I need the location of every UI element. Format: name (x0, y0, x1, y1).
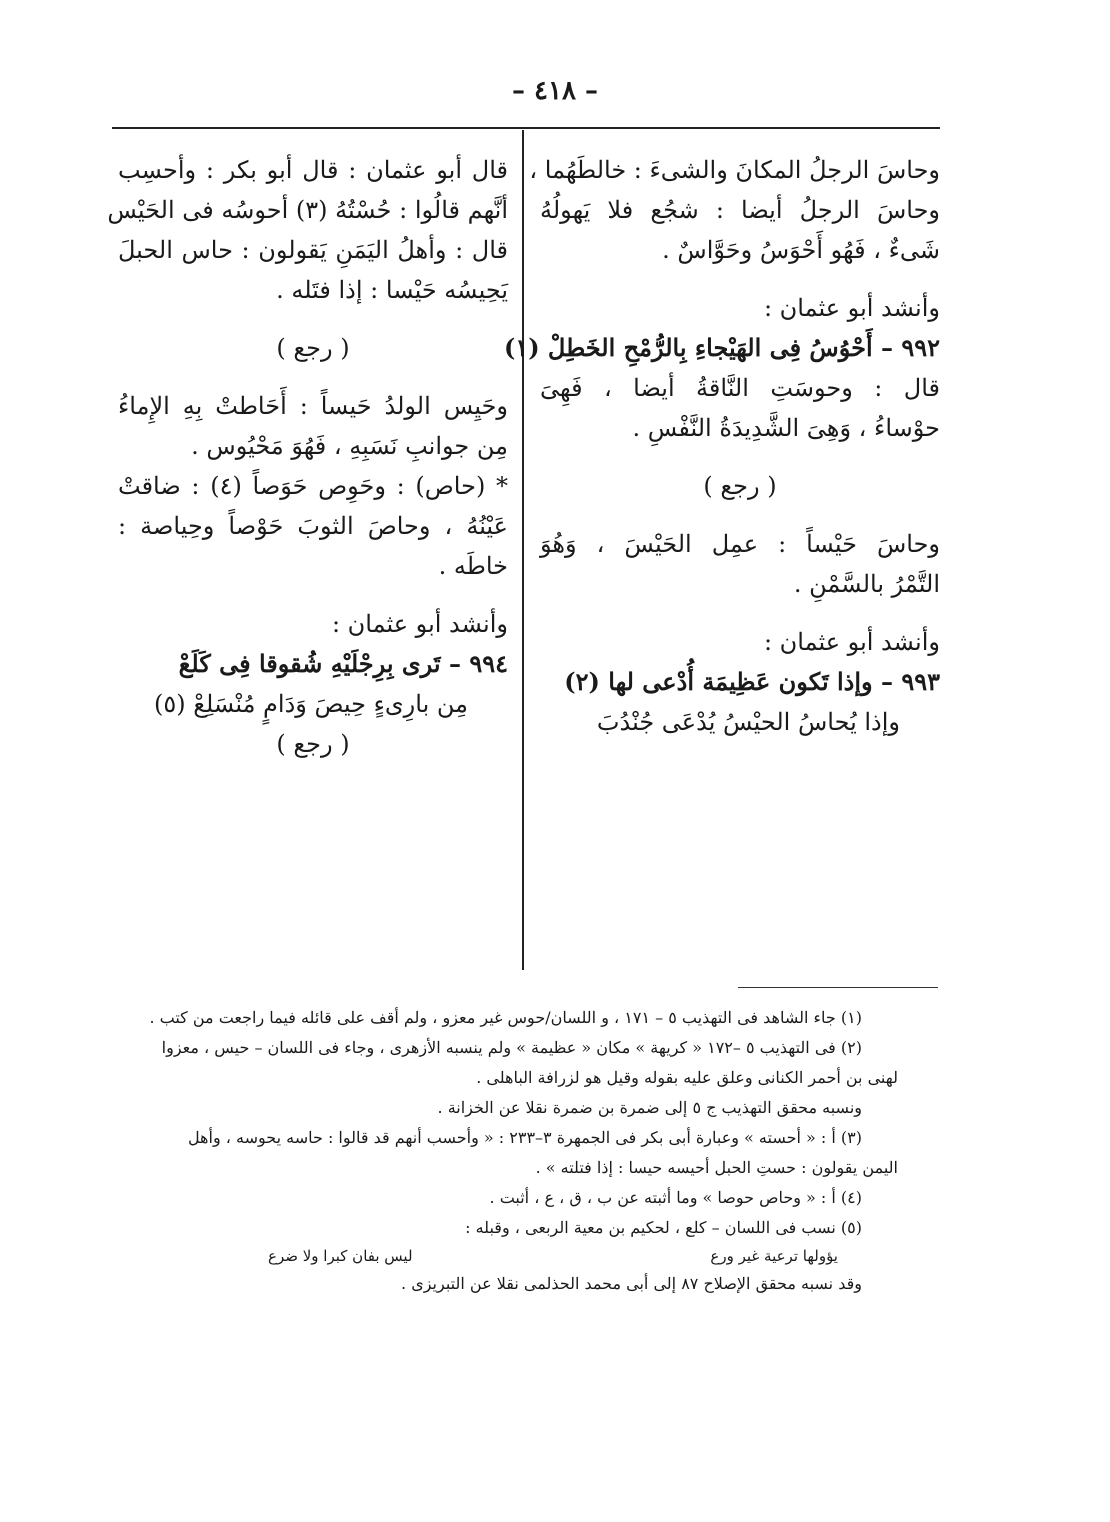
verse-line: ٩٩٢ – أَحْوُسُ فِى الهَيْجاءِ بِالرُّمْحِ الخَطِلْ (١) (503, 333, 940, 362)
spacer (540, 604, 940, 622)
footnotes (118, 1003, 898, 1299)
rajaz-marker: ( رجع ) (276, 334, 350, 362)
page-number: – ٤١٨ – (511, 76, 599, 106)
footnote-2: (٢) فى التهذيب ٥ –١٧٢ « كريهة » مكان « عظيمة » ولم ينسبه الأزهرى ، وجاء فى اللسان – حيس ، معزوا (161, 1038, 862, 1057)
left-column (107, 150, 509, 764)
text-line: وحاسَ الرجلُ أيضا : شجُع فلا يَهولُهُ (540, 196, 940, 224)
spacer (540, 448, 940, 466)
text-line: وأنشد أبو عثمان : (331, 610, 508, 638)
text-line: عَيْنُهُ ، وحاصَ الثوبَ حَوْصاً وحِياصة : (118, 512, 508, 540)
rajaz-marker: ( رجع ) (703, 472, 777, 500)
footnote-3-cont: اليمن يقولون : حستِ الحبل أحيسه حيسا : إذا فتلته » . (535, 1158, 898, 1177)
verse-line: وإذا يُحاسُ الحيْسُ يُدْعَى جُنْدُبَ (596, 708, 900, 736)
footnote-3: (٣) أ : « أحسته » وعبارة أبى بكر فى الجمهرة ٣–٢٣٣ : « وأحسب أنهم قد قالوا : حاسه يحوسه ، وأهل (187, 1128, 862, 1147)
footnote-verse-first: يؤولها ترعية غير ورع (710, 1247, 838, 1265)
text-line: حوْساءُ ، وَهِىَ الشَّدِيدَةُ النَّفْسِ . (632, 414, 940, 442)
spacer (118, 310, 508, 328)
text-line: شَىءٌ ، فَهُو أَحْوَسُ وحَوَّاسٌ . (662, 236, 940, 264)
text-line: وأنشد أبو عثمان : (763, 294, 940, 322)
text-line: مِن جوانبِ نَسَبِهِ ، فَهُوَ مَحْيُوس . (191, 432, 508, 460)
text-line: * (حاص) : وحَوِص حَوَصاً (٤) : ضاقتْ (118, 472, 509, 500)
text-line: قال أبو عثمان : قال أبو بكر : وأحسِب (118, 156, 508, 184)
spacer (540, 506, 940, 524)
footnote-2-cont: لهنى بن أحمر الكنانى وعلق عليه بقوله وقيل هو لزرافة الباهلى . (476, 1068, 898, 1087)
verse-line: ٩٩٤ – تَرى بِرِجْلَيْهِ شُقوقا فِى كَلَعْ (178, 649, 508, 678)
spacer (540, 270, 940, 288)
text-line: وحَيِس الولدُ حَيساً : أَحَاطتْ بِهِ الإِماءُ (118, 392, 508, 420)
footnote-2-note: ونسبه محقق التهذيب ج ٥ إلى ضمرة بن ضمرة نقلا عن الخزانة . (437, 1098, 862, 1117)
text-line: وحاسَ الرجلُ المكانَ والشىءَ : خالطَهُما ، (529, 156, 940, 184)
footnote-1: (١) جاء الشاهد فى التهذيب ٥ – ١٧١ ، و اللسان/حوس غير معزو ، ولم أقف على قائله فيما راجعت من كتب . (149, 1008, 862, 1027)
footnote-4: (٤) أ : « وحاص حوصا » وما أثبته عن ب ، ق ، ع ، أثبت . (489, 1188, 862, 1207)
footnote-verse (118, 1243, 898, 1269)
text-line: وأنشد أبو عثمان : (763, 628, 940, 656)
footnote-verse-second: ليس بفان كبرا ولا ضرع (268, 1247, 413, 1265)
rajaz-marker: ( رجع ) (276, 730, 350, 758)
verse-line: مِن بارِىءٍ حِيصَ وَدَامٍ مُنْسَلِعْ (٥) (153, 690, 468, 718)
spacer (118, 586, 508, 604)
spacer (118, 368, 508, 386)
text-line: خاطَه . (438, 552, 508, 580)
text-line: التَّمْرُ بالسَّمْنِ . (793, 570, 940, 598)
verse-line: ٩٩٣ – وإذا تَكون عَظِيمَة أُدْعى لها (٢) (564, 667, 940, 696)
footnote-5: (٥) نسب فى اللسان – كلع ، لحكيم بن معية الربعى ، وقبله : (465, 1218, 862, 1237)
column-divider (522, 130, 524, 970)
footnote-rule (738, 987, 938, 988)
text-line: أنَّهم قالُوا : حُسْتُهُ (٣) أحوسُه فى الحَيْس (107, 196, 508, 224)
text-line: وحاسَ حَيْساً : عمِل الحَيْسَ ، وَهُوَ (540, 530, 940, 558)
text-line: قال : وحوسَتِ النَّاقةُ أيضا ، فَهِىَ (540, 374, 940, 402)
top-rule (112, 127, 940, 129)
text-line: قال : وأهلُ اليَمَنِ يَقولون : حاس الحبلَ (118, 236, 508, 264)
right-column (503, 150, 940, 742)
text-line: يَحِيسُه حَيْسا : إذا فتَله . (276, 276, 508, 304)
footnote-5-note: وقد نسبه محقق الإصلاح ٨٧ إلى أبى محمد الحذلمى نقلا عن التبريزى . (401, 1274, 862, 1293)
